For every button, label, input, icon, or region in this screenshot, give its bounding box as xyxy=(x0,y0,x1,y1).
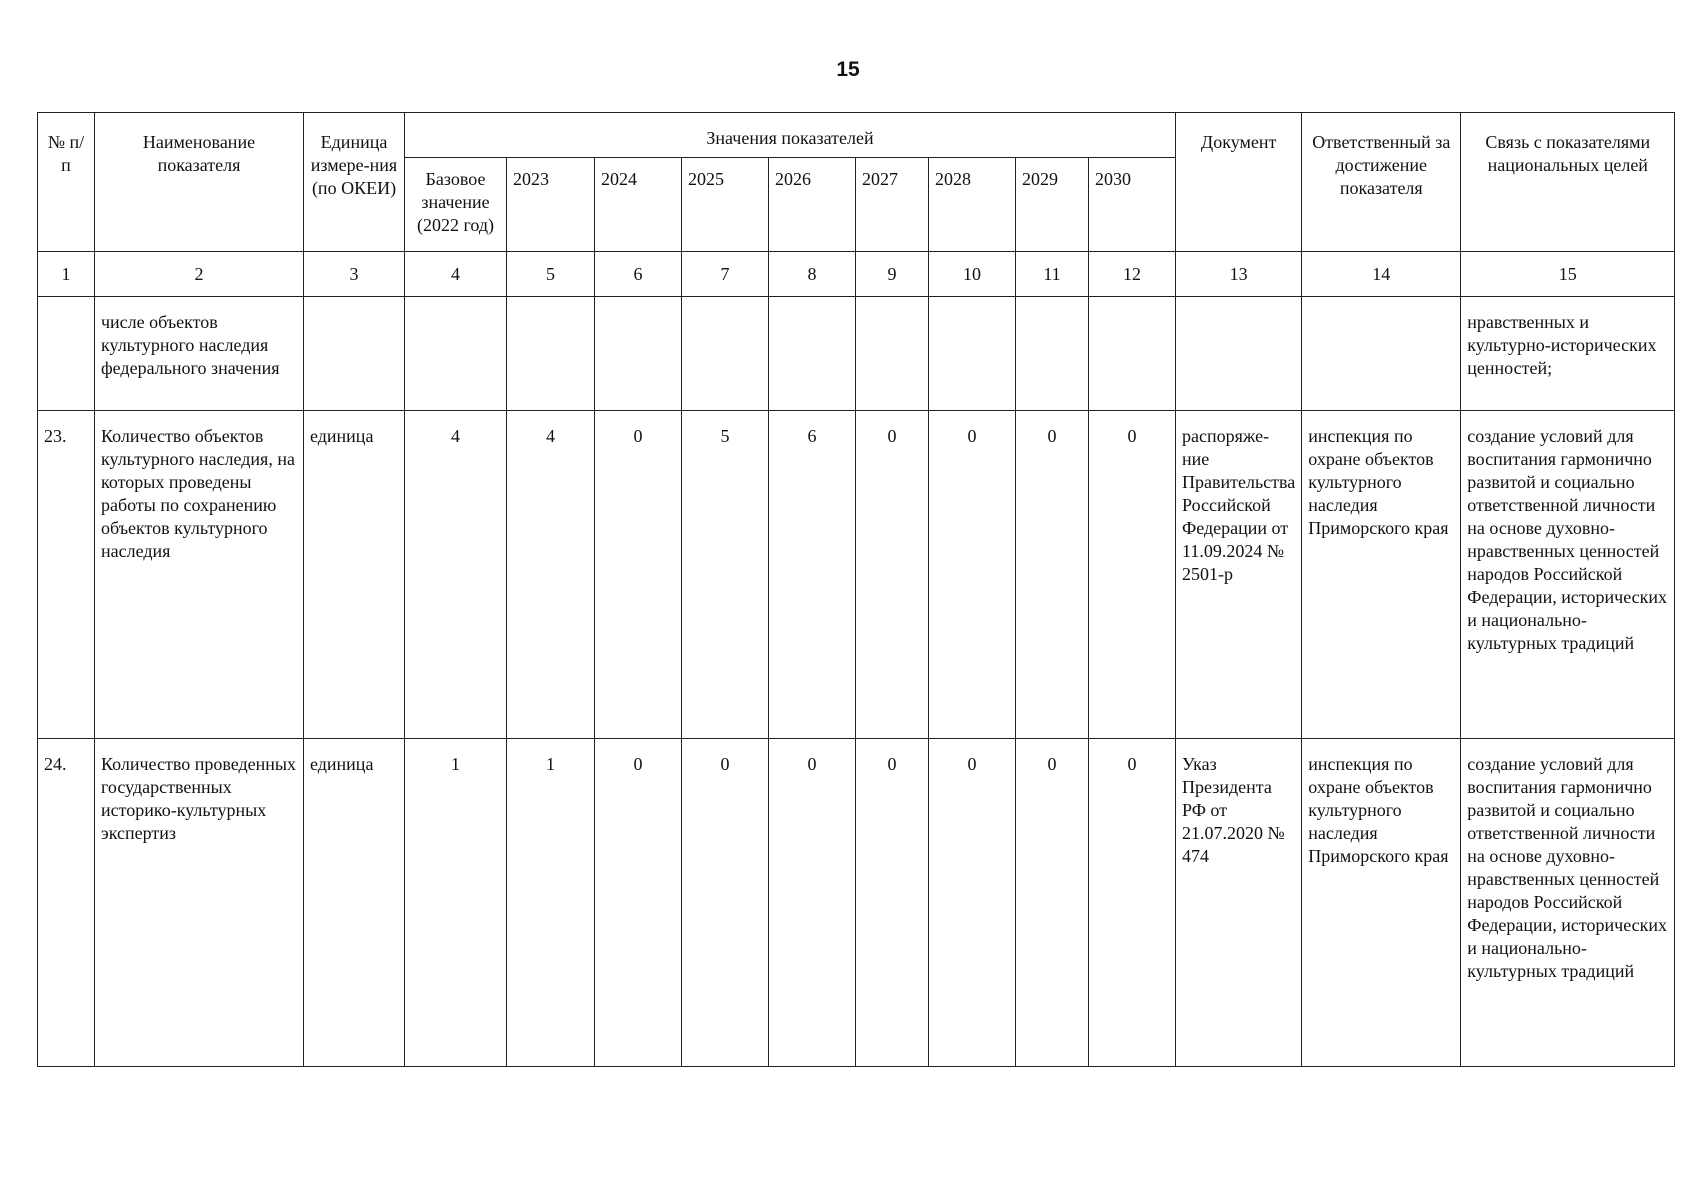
column-number: 11 xyxy=(1016,252,1089,297)
header-row-1 xyxy=(38,113,1675,158)
row-value xyxy=(595,297,682,411)
row-value xyxy=(856,297,929,411)
page-number: 15 xyxy=(836,58,860,81)
row-value: 0 xyxy=(595,411,682,739)
header-link: Связь с показателями национальных целей xyxy=(1461,113,1675,252)
row-value: 4 xyxy=(507,411,595,739)
row-national-goals-link: создание условий для воспитания гармонично развитой и социально ответственной личности на основе духовно-нравственных ценностей народов Российской Федерации, исторических и национально-культурных традиций xyxy=(1461,739,1675,1067)
row-national-goals-link: нравственных и культурно-исторических ценностей; xyxy=(1461,297,1675,411)
header-responsible: Ответственный за достижение показателя xyxy=(1302,113,1461,252)
header-values-group: Значения показателей xyxy=(405,113,1176,158)
header-name: Наименование показателя xyxy=(95,113,304,252)
column-number: 10 xyxy=(929,252,1016,297)
row-document: распоряже-ние Правительства Российской Федерации от 11.09.2024 № 2501-р xyxy=(1176,411,1302,739)
row-value: 1 xyxy=(405,739,507,1067)
row-value: 0 xyxy=(595,739,682,1067)
header-num: № п/п xyxy=(38,113,95,252)
column-number: 3 xyxy=(304,252,405,297)
row-document xyxy=(1176,297,1302,411)
row-value: 5 xyxy=(682,411,769,739)
column-number: 6 xyxy=(595,252,682,297)
row-value xyxy=(405,297,507,411)
row-value xyxy=(507,297,595,411)
row-indicator-name: Количество объектов культурного наследия, на которых проведены работы по сохранению объектов культурного наследия xyxy=(95,411,304,739)
row-value: 0 xyxy=(929,739,1016,1067)
header-document: Документ xyxy=(1176,113,1302,252)
row-national-goals-link: создание условий для воспитания гармонично развитой и социально ответственной личности на основе духовно-нравственных ценностей народов Российской Федерации, исторических и национально-культурных традиций xyxy=(1461,411,1675,739)
table-row xyxy=(38,411,1675,739)
row-value xyxy=(682,297,769,411)
row-value: 0 xyxy=(929,411,1016,739)
row-indicator-name: Количество проведенных государственных историко-культурных экспертиз xyxy=(95,739,304,1067)
row-value xyxy=(1016,297,1089,411)
header-base-value: Базовое значение (2022 год) xyxy=(405,158,507,252)
row-unit: единица xyxy=(304,739,405,1067)
column-number: 15 xyxy=(1461,252,1675,297)
row-value: 6 xyxy=(769,411,856,739)
column-number: 2 xyxy=(95,252,304,297)
row-value: 4 xyxy=(405,411,507,739)
row-num xyxy=(38,297,95,411)
row-value xyxy=(769,297,856,411)
column-number: 8 xyxy=(769,252,856,297)
row-unit: единица xyxy=(304,411,405,739)
header-year: 2025 xyxy=(682,158,769,252)
row-responsible: инспекция по охране объектов культурного наследия Приморского края xyxy=(1302,411,1461,739)
column-number: 5 xyxy=(507,252,595,297)
table-row xyxy=(38,739,1675,1067)
row-value: 0 xyxy=(682,739,769,1067)
row-indicator-name: числе объектов культурного наследия федерального значения xyxy=(95,297,304,411)
row-value xyxy=(929,297,1016,411)
column-numbers-row xyxy=(38,252,1675,297)
header-year: 2029 xyxy=(1016,158,1089,252)
column-number: 7 xyxy=(682,252,769,297)
column-number: 9 xyxy=(856,252,929,297)
row-value: 1 xyxy=(507,739,595,1067)
table-row xyxy=(38,297,1675,411)
column-number: 12 xyxy=(1089,252,1176,297)
row-value: 0 xyxy=(856,739,929,1067)
header-year: 2024 xyxy=(595,158,682,252)
row-responsible xyxy=(1302,297,1461,411)
row-value: 0 xyxy=(1016,411,1089,739)
row-num: 24. xyxy=(38,739,95,1067)
header-year: 2030 xyxy=(1089,158,1176,252)
column-number: 14 xyxy=(1302,252,1461,297)
row-responsible: инспекция по охране объектов культурного наследия Приморского края xyxy=(1302,739,1461,1067)
header-year: 2028 xyxy=(929,158,1016,252)
row-value: 0 xyxy=(1016,739,1089,1067)
row-value: 0 xyxy=(1089,739,1176,1067)
row-num: 23. xyxy=(38,411,95,739)
row-document: Указ Президента РФ от 21.07.2020 № 474 xyxy=(1176,739,1302,1067)
row-value xyxy=(1089,297,1176,411)
header-year: 2027 xyxy=(856,158,929,252)
header-unit: Единица измере-ния (по ОКЕИ) xyxy=(304,113,405,252)
indicators-table xyxy=(37,112,1675,1067)
row-value: 0 xyxy=(769,739,856,1067)
header-year: 2026 xyxy=(769,158,856,252)
header-year: 2023 xyxy=(507,158,595,252)
column-number: 4 xyxy=(405,252,507,297)
column-number: 1 xyxy=(38,252,95,297)
row-value: 0 xyxy=(856,411,929,739)
column-number: 13 xyxy=(1176,252,1302,297)
row-unit xyxy=(304,297,405,411)
row-value: 0 xyxy=(1089,411,1176,739)
